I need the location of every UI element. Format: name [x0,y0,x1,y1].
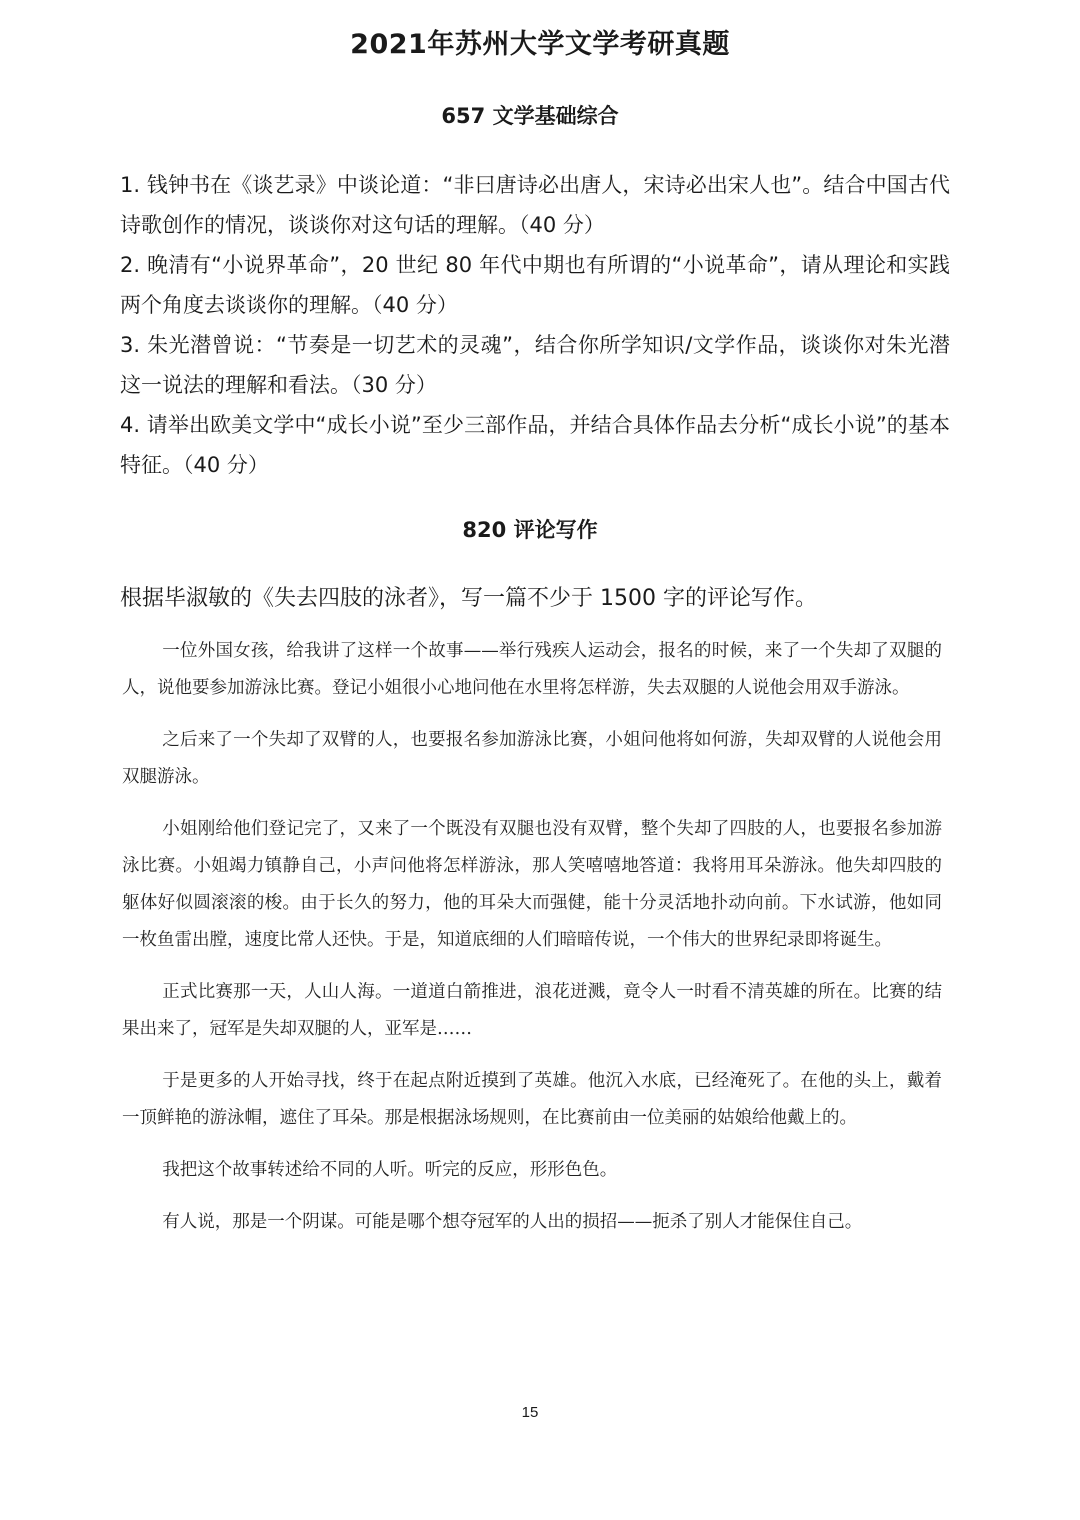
page-number: 15 [521,1404,539,1421]
question-2: 2. 晚清有“小说界革命”，20 世纪 80 年代中期也有所谓的“小说革命”，请从理论和实践两个角度去谈谈你的理解。（40 分） [120,253,950,317]
essay-prompt: 根据毕淑敏的《失去四肢的泳者》，写一篇不少于 1500 字的评论写作。 [120,586,817,611]
section-title-657: 657 文学基础综合 [441,104,619,128]
story-paragraph: 我把这个故事转述给不同的人听。听完的反应，形形色色。 [162,1160,618,1180]
page-title: 2021年苏州大学文学考研真题 [350,29,730,60]
section-title-820: 820 评论写作 [462,518,598,542]
story-paragraph: 一位外国女孩，给我讲了这样一个故事——举行残疾人运动会，报名的时候，来了一个失却了双腿的人，说他要参加游泳比赛。登记小姐很小心地问他在水里将怎样游，失去双腿的人说他会用双手游泳。 [122,641,942,698]
question-list [120,165,950,485]
story-paragraph: 有人说，那是一个阴谋。可能是哪个想夺冠军的人出的损招——扼杀了别人才能保住自己。 [162,1212,863,1232]
question-1: 1. 钱钟书在《谈艺录》中谈论道：“非曰唐诗必出唐人，宋诗必出宋人也”。结合中国古代诗歌创作的情况，谈谈你对这句话的理解。（40 分） [120,173,950,237]
story-paragraph: 之后来了一个失却了双臂的人，也要报名参加游泳比赛，小姐问他将如何游，失却双臂的人说他会用双腿游泳。 [122,730,942,787]
story-paragraph: 于是更多的人开始寻找，终于在起点附近摸到了英雄。他沉入水底，已经淹死了。在他的头上，戴着一顶鲜艳的游泳帽，遮住了耳朵。那是根据泳场规则，在比赛前由一位美丽的姑娘给他戴上的。 [122,1071,942,1128]
story-paragraph: 小姐刚给他们登记完了，又来了一个既没有双腿也没有双臂，整个失却了四肢的人，也要报名参加游泳比赛。小姐竭力镇静自己，小声问他将怎样游泳，那人笑嘻嘻地答道：我将用耳朵游泳。他失却四肢的躯体好似圆滚滚的梭。由于长久的努力，他的耳朵大而强健，能十分灵活地扑动向前。下水试游，他如同一枚鱼雷出膛，速度比常人还快。于是，知道底细的人们暗暗传说，一个伟大的世界纪录即将诞生。 [122,819,942,950]
question-4: 4. 请举出欧美文学中“成长小说”至少三部作品，并结合具体作品去分析“成长小说”的基本特征。（40 分） [120,413,950,477]
story-excerpt [122,633,942,1256]
question-3: 3. 朱光潜曾说：“节奏是一切艺术的灵魂”，结合你所学知识/文学作品，谈谈你对朱光潜这一说法的理解和看法。（30 分） [120,333,950,397]
story-paragraph: 正式比赛那一天，人山人海。一道道白箭推进，浪花迸溅，竟令人一时看不清英雄的所在。比赛的结果出来了，冠军是失却双腿的人，亚军是…… [122,982,942,1039]
